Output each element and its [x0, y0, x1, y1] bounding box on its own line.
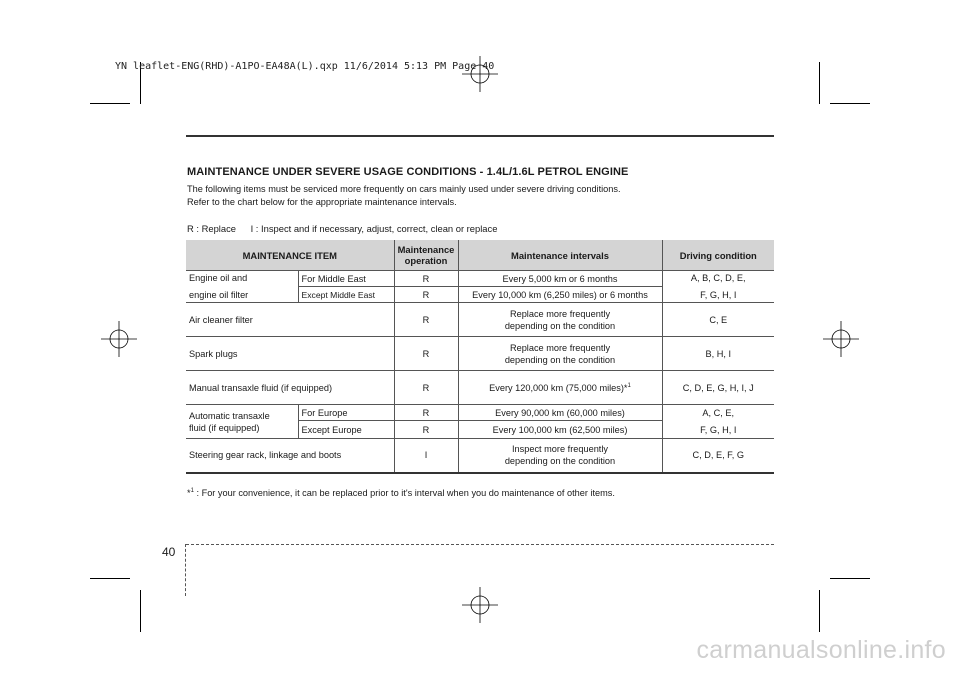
intro-text	[187, 183, 621, 208]
interval-line: depending on the condition	[504, 354, 616, 365]
condition-cell	[662, 271, 774, 303]
condition-cell: C, E	[662, 303, 774, 337]
header-operation: Maintenance operation	[394, 240, 458, 271]
crop-mark	[819, 590, 820, 632]
interval-cell: Every 100,000 km (62,500 miles)	[458, 421, 662, 439]
footnote-ref: 1	[627, 382, 631, 389]
intro-line: The following items must be serviced more frequently on cars mainly used under severe driving conditions.	[187, 184, 621, 194]
sub-item-cell: Except Middle East	[298, 287, 394, 303]
operation-cell: I	[394, 439, 458, 473]
item-line: Automatic transaxle	[189, 410, 270, 421]
item-cell	[186, 405, 298, 439]
footnote	[187, 488, 615, 498]
page-number: 40	[162, 545, 176, 559]
maintenance-table	[186, 240, 774, 474]
registration-mark-icon	[462, 587, 498, 623]
header-intervals: Maintenance intervals	[458, 240, 662, 271]
print-slug: YN leaflet-ENG(RHD)-A1PO-EA48A(L).qxp 11/6/2014 5:13 PM Page 40	[115, 61, 495, 72]
table-header-row	[186, 240, 774, 271]
interval-cell	[458, 337, 662, 371]
interval-cell	[458, 303, 662, 337]
table-row	[186, 371, 774, 405]
operation-legend	[187, 223, 497, 234]
crop-mark	[819, 62, 820, 104]
interval-line: depending on the condition	[504, 456, 616, 467]
item-line: fluid (if equipped)	[189, 422, 260, 433]
interval-cell: Every 90,000 km (60,000 miles)	[458, 405, 662, 421]
crop-mark	[830, 578, 870, 579]
section-rule	[186, 135, 774, 137]
table-row	[186, 337, 774, 371]
operation-cell: R	[394, 371, 458, 405]
condition-line: F, G, H, I	[700, 290, 737, 300]
table-row	[186, 303, 774, 337]
crop-mark	[830, 103, 870, 104]
condition-line: A, C, E,	[702, 408, 735, 418]
interval-cell	[458, 371, 662, 405]
crop-mark	[90, 103, 130, 104]
table-row	[186, 405, 774, 421]
registration-mark-icon	[101, 321, 137, 357]
footnote-mark: *	[187, 488, 191, 498]
interval-line: depending on the condition	[504, 320, 616, 331]
interval-cell: Every 10,000 km (6,250 miles) or 6 months	[458, 287, 662, 303]
page-footer-rule	[186, 544, 774, 545]
condition-cell: C, D, E, G, H, I, J	[662, 371, 774, 405]
section-title: MAINTENANCE UNDER SEVERE USAGE CONDITIONS - 1.4L/1.6L PETROL ENGINE	[187, 166, 629, 178]
interval-text: Every 120,000 km (75,000 miles)*	[489, 382, 628, 393]
item-cell: Air cleaner filter	[189, 314, 253, 325]
operation-cell: R	[394, 303, 458, 337]
footnote-text: : For your convenience, it can be replaced prior to it's interval when you do maintenance of other items.	[193, 488, 615, 498]
legend-replace: R : Replace	[187, 223, 236, 234]
item-cell: Spark plugs	[189, 348, 238, 359]
sub-item-cell: For Europe	[298, 405, 394, 421]
condition-line: F, G, H, I	[700, 425, 737, 435]
operation-cell: R	[394, 405, 458, 421]
legend-inspect: I : Inspect and if necessary, adjust, correct, clean or replace	[250, 223, 498, 234]
item-cell: Manual transaxle fluid (if equipped)	[189, 382, 332, 393]
item-line: Engine oil and	[189, 273, 248, 283]
crop-mark	[140, 590, 141, 632]
condition-cell: B, H, I	[662, 337, 774, 371]
header-item: MAINTENANCE ITEM	[186, 240, 394, 271]
table-row	[186, 439, 774, 473]
interval-cell	[458, 439, 662, 473]
header-condition: Driving condition	[662, 240, 774, 271]
condition-line: A, B, C, D, E,	[690, 273, 746, 283]
operation-cell: R	[394, 287, 458, 303]
item-line: engine oil filter	[189, 290, 249, 300]
watermark: carmanualsonline.info	[696, 636, 946, 664]
registration-mark-icon	[823, 321, 859, 357]
item-cell: Steering gear rack, linkage and boots	[189, 450, 342, 461]
page-margin-rule	[185, 544, 186, 596]
condition-cell: C, D, E, F, G	[662, 439, 774, 473]
sub-item-cell: For Middle East	[298, 271, 394, 287]
item-cell	[186, 271, 298, 303]
operation-cell: R	[394, 337, 458, 371]
crop-mark	[90, 578, 130, 579]
intro-line: Refer to the chart below for the appropriate maintenance intervals.	[187, 196, 457, 207]
operation-cell: R	[394, 421, 458, 439]
footnote-mark-sup: 1	[190, 487, 194, 494]
interval-cell: Every 5,000 km or 6 months	[458, 271, 662, 287]
table-row	[186, 271, 774, 287]
operation-cell: R	[394, 271, 458, 287]
interval-line: Replace more frequently	[509, 308, 611, 319]
interval-line: Inspect more frequently	[511, 444, 608, 455]
sub-item-cell: Except Europe	[298, 421, 394, 439]
interval-line: Replace more frequently	[509, 342, 611, 353]
condition-cell	[662, 405, 774, 439]
